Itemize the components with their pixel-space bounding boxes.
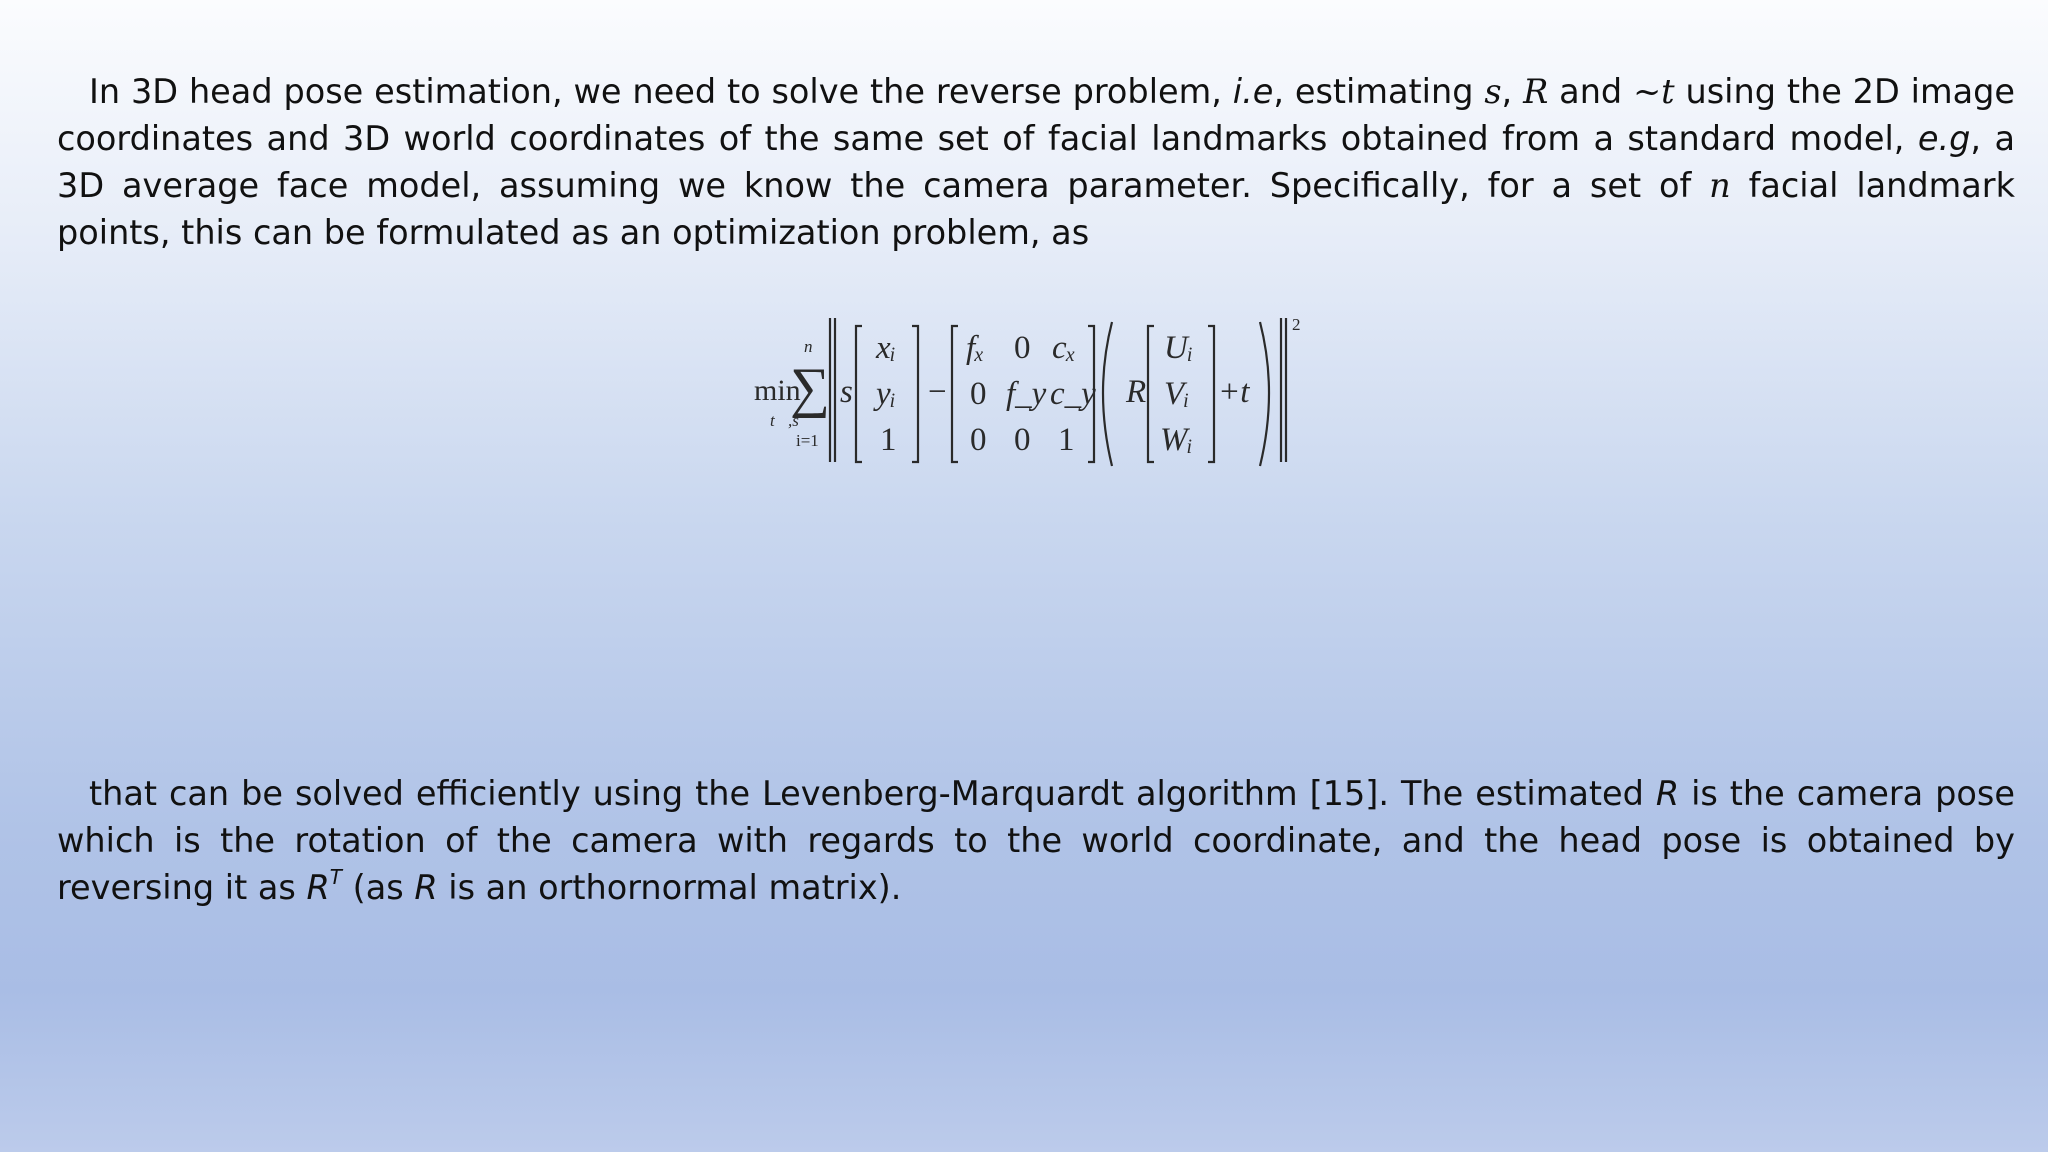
eq-matrix-cell: 0 — [970, 376, 987, 412]
text-segment: , a 3D average face model, assuming we know the camera parameter. Specifically, for a set of — [57, 119, 2016, 205]
eq-vec2-U: Uᵢ — [1164, 330, 1194, 366]
eq-vec2-W: Wᵢ — [1160, 422, 1193, 458]
eq-scale-s: s — [840, 374, 853, 410]
math-t: ~t — [1633, 72, 1675, 111]
eq-vec1-x: xᵢ — [876, 330, 896, 366]
eq-matrix-cell: 0 — [1014, 330, 1031, 366]
text-italic-ie: i.e — [1232, 72, 1274, 111]
text-segment: that can be solved efficiently using the Levenberg-Marquardt algorithm [15]. The estimated — [89, 774, 1656, 813]
eq-matrix-cell: 0 — [1014, 422, 1031, 458]
eq-matrix-cell: 0 — [970, 422, 987, 458]
text-italic-R: R — [1655, 774, 1680, 813]
text-segment: using the 2D image coordinates and 3D world coordinates of the same set of facial landmarks obtained from a standard model, — [57, 72, 2015, 158]
text-italic-eg: e.g — [1917, 119, 1971, 158]
eq-exponent: 2 — [1292, 315, 1301, 334]
eq-sum-lower: i=1 — [796, 431, 819, 450]
eq-matrix-cell: f_y — [1006, 376, 1047, 412]
eq-vec1-y: yᵢ — [876, 376, 896, 412]
text-segment: In 3D head pose estimation, we need to solve the reverse problem, — [89, 72, 1233, 111]
eq-matrix-cell: fₓ — [966, 330, 985, 366]
eq-sum-upper: n — [804, 337, 813, 356]
text-segment: , — [1501, 72, 1524, 111]
math-R: R — [1523, 72, 1549, 111]
text-italic-R: R — [306, 868, 330, 907]
text-segment: , estimating — [1273, 72, 1485, 111]
text-segment: is an orthornormal matrix). — [437, 868, 902, 907]
text-segment: is the camera pose which is the rotation of the camera with regards to the world coordinate, and the head pose is obtained by reversing it as — [57, 774, 2015, 907]
text-segment: facial landmark points, this can be formulated as an optimization problem, as — [57, 166, 2015, 252]
eq-minus: − — [928, 374, 947, 410]
eq-matrix-cell: 1 — [1058, 422, 1075, 458]
text-segment: and — [1548, 72, 1634, 111]
paragraph-solution — [57, 770, 2015, 911]
math-s: s — [1484, 72, 1502, 111]
superscript-T: T — [329, 865, 342, 889]
optimization-equation — [740, 300, 1310, 480]
math-n: n — [1709, 166, 1731, 205]
eq-sum-symbol: ∑ — [790, 357, 830, 419]
eq-vec2-V: Vᵢ — [1164, 376, 1190, 412]
eq-min: min — [754, 374, 801, 407]
text-italic-R: R — [414, 868, 438, 907]
eq-rotation-R: R — [1126, 374, 1147, 410]
paragraph-problem-statement — [57, 68, 2015, 256]
text-segment: (as — [341, 868, 415, 907]
eq-min-subscript: t⃗,s — [770, 411, 799, 430]
eq-plus-t: +t⃗ — [1218, 374, 1276, 410]
eq-vec1-one: 1 — [880, 422, 897, 458]
eq-matrix-cell: cₓ — [1052, 330, 1077, 366]
eq-matrix-cell: c_y — [1050, 376, 1096, 412]
